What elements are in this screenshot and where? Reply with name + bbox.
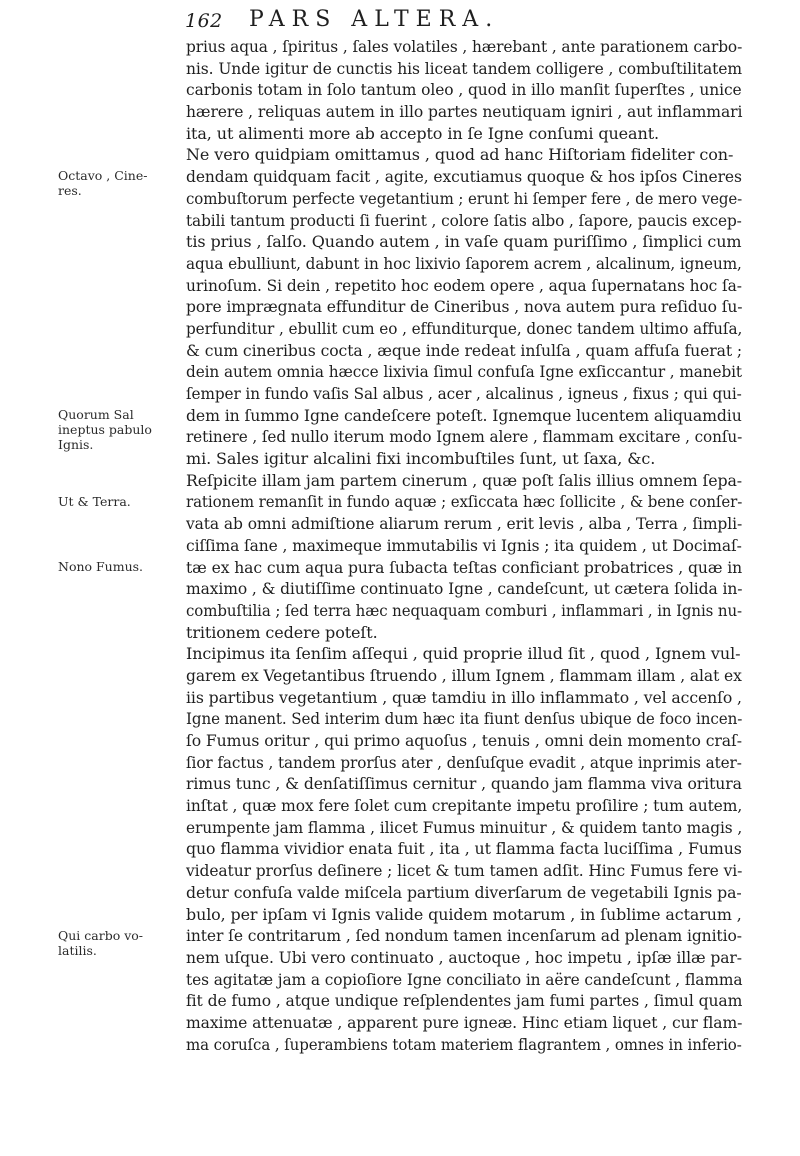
text-line: hærere , reliquas autem in illo partes neutiquam igniri , aut inflammari (186, 102, 743, 122)
text-line: Igne manent. Sed interim dum hæc ita fiunt denſus ubique de foco incen- (186, 709, 743, 729)
text-line: fit de fumo , atque undique reſplendentes jam fumi partes , ſimul quam (186, 991, 743, 1011)
text-line: ma coruſca , ſuperambiens totam materiem flagrantem , omnes in inferio- (186, 1034, 742, 1054)
text-line: quo flamma vividior enata fuit , ita , ut flamma facta luciſſima , Fumus (186, 839, 742, 859)
text-line: maxime attenuatæ , apparent pure igneæ. Hinc etiam liquet , cur flam- (186, 1012, 743, 1032)
text-line: urinoſum. Si dein , repetito hoc eodem opere , aqua ſupernatans hoc ſa- (186, 275, 742, 295)
text-line: ita, ut alimenti more ab accepto in ſe Igne conſumi queant. (186, 123, 660, 143)
text-line: garem ex Vegetantibus ſtruendo , illum Ignem , flammam illam , alat ex (186, 665, 742, 685)
body-text (186, 36, 742, 1055)
text-line: carbonis totam in ſolo tantum oleo , quod in illo manſit ſuperſtes , unice (186, 80, 742, 100)
text-line: iis partibus vegetantium , quæ tamdiu in illo inflammato , vel accenſo , (186, 687, 742, 707)
text-line: retinere , ſed nullo iterum modo Ignem alere , flammam excitare , conſu- (186, 427, 743, 447)
text-line: rimus tunc , & denſatiſſimus cernitur , quando jam flamma viva oritura (186, 774, 742, 794)
text-line: inſtat , quæ mox fere ſolet cum crepitante impetu proſilire ; tum autem, (186, 796, 743, 816)
text-line: combuſtilia ; ſed terra hæc nequaquam comburi , inflammari , in Ignis nu- (186, 600, 742, 620)
margin-note: Nono Fumus. (58, 558, 144, 574)
text-line: tabili tantum producti ſi fuerint , colore ſatis albo , ſapore, paucis excep- (186, 210, 742, 230)
text-line: vata ab omni admiſtione aliarum rerum , erit levis , alba , Terra , ſimpli- (186, 514, 743, 534)
text-line: combuſtorum perfecte vegetantium ; erunt hi ſemper fere , de mero vege- (186, 188, 743, 208)
text-line: tæ ex hac cum aqua pura ſubacta teſtas conficiant probatrices , quæ in (186, 557, 743, 577)
text-line: ciſſima ſane , maximeque immutabilis vi Ignis ; ita quidem , ut Docimaſ- (186, 535, 742, 555)
text-line: & cum cineribus cocta , æque inde redeat inſulſa , quam affuſa fuerat ; (186, 340, 743, 360)
margin-note: Quorum Sal ineptus pabulo Ignis. (58, 406, 152, 452)
page-number: 162 (185, 10, 223, 32)
text-line: nis. Unde igitur de cunctis his liceat tandem colligere , combuſtilitatem (186, 58, 742, 78)
text-line: pore imprægnata effunditur de Cineribus , nova autem pura reſiduo ſu- (186, 297, 743, 317)
text-line: nem uſque. Ubi vero continuato , auctoque , hoc impetu , ipſæ illæ par- (186, 947, 742, 967)
text-line: Reſpicite illam jam partem cinerum , quæ poſt ſalis illius omnem ſepa- (186, 470, 743, 490)
running-title: PARS ALTERA. (249, 7, 500, 32)
text-line: rationem remanſit in fundo aquæ ; exſiccata hæc ſollicite , & bene conſer- (186, 492, 743, 512)
margin-note: Octavo , Cine- res. (58, 168, 148, 199)
text-line: ſo Fumus oritur , qui primo aquoſus , tenuis , omni dein momento craſ- (186, 731, 742, 750)
text-line: ſior factus , tandem prorſus ater , denſuſque evadit , atque inprimis ater- (186, 752, 742, 772)
text-line: bulo, per ipſam vi Ignis valide quidem motarum , in ſublime actarum , (186, 904, 742, 924)
text-line: Ne vero quidpiam omittamus , quod ad hanc Hiſtoriam fideliter con- (186, 145, 734, 165)
text-line: dem in ſummo Igne candeſcere poteſt. Ignemque lucentem aliquamdiu (186, 405, 742, 425)
text-line: tes agitatæ jam a copioſiore Igne conciliato in aëre candeſcunt , flamma (186, 969, 743, 989)
text-line: erumpente jam flamma , ilicet Fumus minuitur , & quidem tanto magis , (186, 817, 743, 837)
text-line: ſemper in fundo vaſis Sal albus , acer , alcalinus , igneus , fixus ; qui qui- (186, 384, 742, 403)
text-line: maximo , & diutiſſime continuato Igne , candeſcunt, ut cætera ſolida in- (186, 579, 743, 599)
text-line: tritionem cedere poteſt. (186, 622, 378, 642)
margin-note: Qui carbo vo- latilis. (58, 927, 144, 958)
text-line: tis prius , ſalſo. Quando autem , in vaſe quam puriſſimo , ſimplici cum (186, 232, 742, 252)
text-line: Incipimus ita ſenſim aſſequi , quid proprie illud ſit , quod , Ignem vul- (186, 644, 741, 664)
text-line: perfunditur , ebullit cum eo , effunditurque, donec tandem ultimo affuſa, (186, 318, 743, 338)
text-line: prius aqua , ſpiritus , ſales volatiles , hærebant , ante parationem carbo- (186, 37, 743, 56)
text-line: dendam quidquam facit , agite, excutiamus quoque & hos ipſos Cineres (186, 167, 742, 187)
text-line: detur confuſa valde miſcela partium diverſarum de vegetabili Ignis pa- (186, 882, 742, 902)
text-line: videatur prorſus deſinere ; licet & tum tamen adſit. Hinc Fumus fere vi- (186, 861, 743, 881)
text-line: mi. Sales igitur alcalini fixi incombuſtiles ſunt, ut ſaxa, &c. (186, 449, 656, 469)
margin-note: Ut & Terra. (58, 493, 131, 509)
text-line: dein autem omnia hæcce lixivia ſimul confuſa Igne exſiccantur , manebit (186, 362, 742, 382)
text-line: aqua ebulliunt, dabunt in hoc lixivio ſaporem acrem , alcalinum, igneum, (186, 253, 742, 273)
text-line: inter ſe contritarum , ſed nondum tamen incenſarum ad plenam ignitio- (186, 926, 742, 946)
